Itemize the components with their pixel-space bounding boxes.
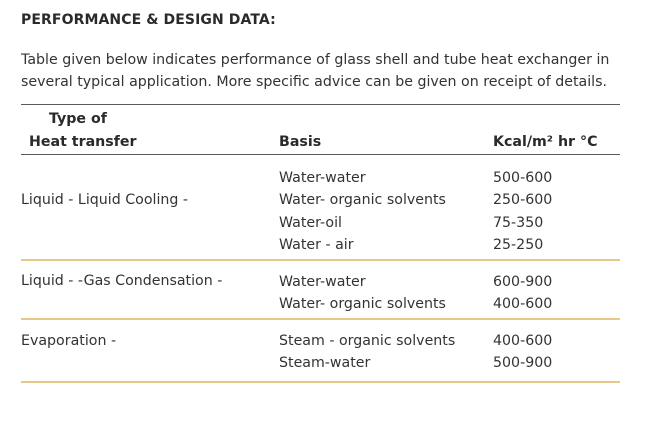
intro-paragraph: Table given below indicates performance of glass shell and tube heat exchanger in several typical application. More specific advice can be given on receipt of details.: [21, 52, 610, 90]
row-value: 75-350: [493, 215, 544, 231]
row-value: 500-600: [493, 170, 553, 186]
table-header-rule: [21, 154, 620, 155]
group-type-label: Liquid - -Gas Condensation -: [21, 273, 223, 289]
group-type-label: Evaporation -: [21, 333, 117, 349]
header-basis: Basis: [279, 134, 322, 150]
row-value: 500-900: [493, 355, 553, 371]
row-value: 600-900: [493, 274, 553, 290]
group-divider: [21, 318, 620, 320]
row-basis: Steam - organic solvents: [279, 333, 456, 349]
header-unit: Kcal/m² hr °C: [493, 134, 598, 150]
row-basis: Water - air: [279, 237, 354, 253]
row-value: 250-600: [493, 192, 553, 208]
row-basis: Water-water: [279, 170, 366, 186]
row-basis: Water- organic solvents: [279, 296, 446, 311]
row-basis: Water-oil: [279, 215, 342, 231]
group-divider: [21, 259, 620, 261]
table-bottom-rule: [21, 381, 620, 383]
row-value: 400-600: [493, 333, 553, 349]
row-value: 25-250: [493, 237, 544, 253]
row-basis: Water-water: [279, 274, 366, 290]
table-row: [270, 292, 610, 311]
section-heading: PERFORMANCE & DESIGN DATA:: [21, 12, 276, 28]
group-type-label: Liquid - Liquid Cooling -: [21, 192, 189, 208]
header-type-line1: Type of: [49, 111, 107, 127]
row-value: 400-600: [493, 296, 553, 311]
table-top-rule: [21, 104, 620, 105]
row-basis: Water- organic solvents: [279, 192, 446, 208]
row-basis: Steam-water: [279, 355, 371, 371]
header-type-line2: Heat transfer: [29, 134, 137, 150]
